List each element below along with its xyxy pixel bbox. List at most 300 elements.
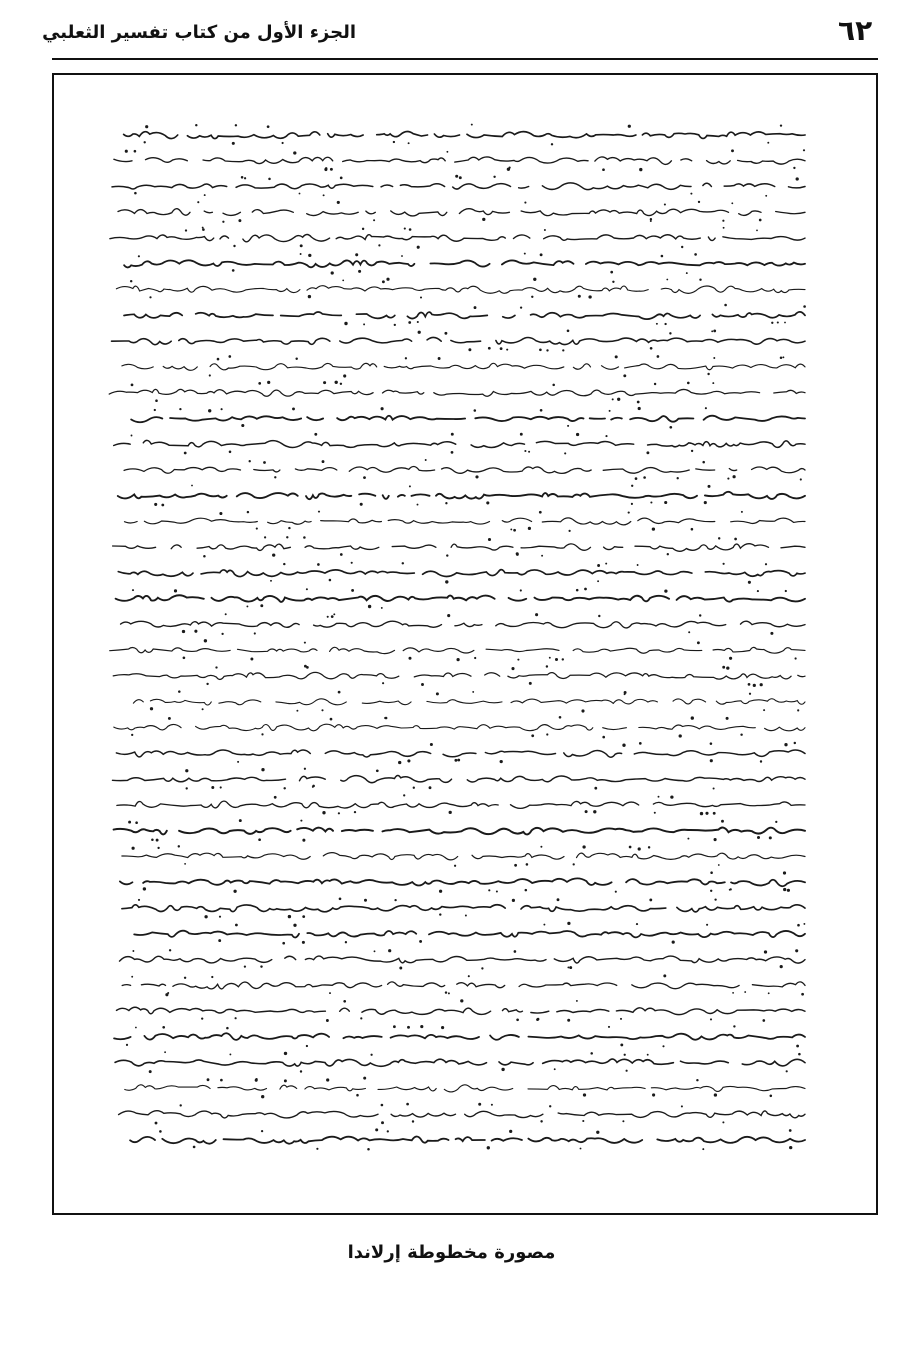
manuscript-diacritic-dot [326, 1019, 329, 1022]
manuscript-script-line [124, 132, 805, 139]
manuscript-diacritic-dot [356, 1094, 359, 1097]
manuscript-diacritic-dot [178, 690, 181, 693]
manuscript-diacritic-dot [652, 1093, 655, 1096]
manuscript-diacritic-dot [722, 666, 725, 669]
manuscript-script-line [122, 905, 805, 912]
manuscript-diacritic-dot [131, 435, 133, 437]
manuscript-diacritic-dot [323, 381, 326, 384]
manuscript-diacritic-dot [232, 269, 235, 272]
manuscript-diacritic-dot [446, 554, 448, 556]
manuscript-diacritic-dot [796, 1045, 799, 1048]
manuscript-script-line [112, 183, 805, 190]
manuscript-diacritic-dot [304, 768, 306, 770]
manuscript-diacritic-dot [164, 1051, 166, 1053]
manuscript-diacritic-dot [131, 384, 134, 387]
manuscript-diacritic-dot [324, 168, 327, 171]
manuscript-diacritic-dot [722, 220, 724, 222]
manuscript-script-line [105, 828, 805, 835]
manuscript-diacritic-dot [800, 478, 802, 480]
manuscript-diacritic-dot [679, 734, 682, 737]
manuscript-diacritic-dot [268, 178, 271, 181]
manuscript-diacritic-dot [698, 201, 700, 203]
manuscript-diacritic-dot [757, 590, 759, 592]
manuscript-diacritic-dot [306, 1045, 308, 1047]
manuscript-script-line [114, 440, 805, 447]
manuscript-diacritic-dot [795, 657, 797, 659]
manuscript-diacritic-dot [270, 580, 272, 582]
manuscript-diacritic-dot [293, 924, 296, 927]
manuscript-diacritic-dot [165, 993, 168, 996]
manuscript-diacritic-dot [615, 355, 618, 358]
manuscript-diacritic-dot [202, 708, 204, 710]
manuscript-diacritic-dot [156, 839, 159, 842]
manuscript-diacritic-dot [526, 863, 529, 866]
manuscript-diacritic-dot [488, 889, 490, 891]
manuscript-script-line [118, 209, 805, 216]
manuscript-diacritic-dot [681, 246, 683, 248]
manuscript-diacritic-dot [664, 203, 666, 205]
manuscript-diacritic-dot [628, 512, 630, 514]
manuscript-diacritic-dot [482, 218, 485, 221]
manuscript-diacritic-dot [549, 657, 551, 659]
manuscript-diacritic-dot [131, 734, 133, 736]
manuscript-diacritic-dot [339, 897, 342, 900]
manuscript-diacritic-dot [237, 761, 239, 763]
manuscript-diacritic-dot [186, 787, 188, 789]
manuscript-diacritic-dot [666, 279, 668, 281]
manuscript-script-line [124, 312, 805, 319]
manuscript-diacritic-dot [475, 475, 478, 478]
manuscript-diacritic-dot [184, 977, 186, 979]
manuscript-diacritic-dot [520, 306, 522, 308]
manuscript-diacritic-dot [345, 941, 347, 943]
manuscript-diacritic-dot [562, 349, 564, 351]
manuscript-diacritic-dot [197, 201, 199, 203]
manuscript-diacritic-dot [696, 1079, 698, 1081]
manuscript-diacritic-dot [764, 950, 767, 953]
manuscript-diacritic-dot [637, 401, 640, 404]
manuscript-diacritic-dot [255, 1078, 257, 1080]
manuscript-diacritic-dot [780, 124, 782, 126]
manuscript-diacritic-dot [598, 615, 600, 617]
manuscript-diacritic-dot [451, 433, 454, 436]
manuscript-diacritic-dot [784, 743, 787, 746]
manuscript-diacritic-dot [748, 683, 751, 686]
manuscript-diacritic-dot [126, 1044, 128, 1046]
manuscript-diacritic-dot [798, 1053, 801, 1056]
manuscript-diacritic-dot [713, 330, 716, 333]
manuscript-diacritic-dot [718, 864, 720, 866]
manuscript-diacritic-dot [274, 796, 277, 799]
manuscript-diacritic-dot [401, 255, 403, 257]
manuscript-diacritic-dot [394, 899, 396, 901]
manuscript-diacritic-dot [580, 1148, 582, 1150]
manuscript-diacritic-dot [180, 1104, 182, 1106]
manuscript-diacritic-dot [381, 607, 383, 609]
manuscript-diacritic-dot [149, 1070, 152, 1073]
manuscript-diacritic-dot [602, 736, 605, 739]
manuscript-diacritic-dot [381, 407, 384, 410]
manuscript-diacritic-dot [597, 564, 600, 567]
manuscript-diacritic-dot [381, 1121, 384, 1124]
manuscript-diacritic-dot [780, 965, 783, 968]
manuscript-diacritic-dot [374, 950, 376, 952]
manuscript-diacritic-dot [551, 143, 553, 145]
manuscript-diacritic-dot [514, 950, 517, 953]
manuscript-diacritic-dot [168, 717, 171, 720]
manuscript-diacritic-dot [713, 787, 715, 789]
manuscript-diacritic-dot [300, 820, 302, 822]
manuscript-diacritic-dot [381, 1104, 384, 1107]
manuscript-diacritic-dot [699, 614, 701, 616]
manuscript-diacritic-dot [284, 1052, 287, 1055]
manuscript-diacritic-dot [448, 992, 450, 994]
manuscript-diacritic-dot [445, 502, 447, 504]
manuscript-diacritic-dot [150, 707, 153, 710]
manuscript-diacritic-dot [206, 683, 208, 685]
manuscript-diacritic-dot [509, 1130, 512, 1133]
manuscript-diacritic-dot [220, 1079, 223, 1082]
manuscript-diacritic-dot [793, 167, 795, 169]
manuscript-diacritic-dot [584, 588, 587, 591]
manuscript-diacritic-dot [219, 512, 222, 515]
manuscript-diacritic-dot [760, 683, 763, 686]
manuscript-script-line [122, 982, 805, 989]
manuscript-diacritic-dot [540, 409, 543, 412]
manuscript-diacritic-dot [388, 949, 391, 952]
manuscript-diacritic-dot [697, 641, 700, 644]
manuscript-diacritic-dot [797, 924, 800, 927]
manuscript-diacritic-dot [338, 691, 341, 694]
manuscript-diacritic-dot [474, 657, 476, 659]
manuscript-diacritic-dot [204, 915, 207, 918]
manuscript-diacritic-dot [282, 942, 285, 945]
manuscript-diacritic-dot [541, 555, 543, 557]
manuscript-diacritic-dot [225, 613, 227, 615]
manuscript-diacritic-dot [637, 564, 639, 566]
manuscript-diacritic-dot [393, 141, 395, 143]
manuscript-diacritic-dot [331, 271, 334, 274]
manuscript-diacritic-dot [763, 709, 765, 711]
manuscript-diacritic-dot [208, 409, 211, 412]
manuscript-diacritic-dot [681, 1105, 683, 1107]
manuscript-diacritic-dot [445, 991, 447, 993]
manuscript-diacritic-dot [132, 950, 134, 952]
manuscript-diacritic-dot [221, 408, 223, 410]
manuscript-script-line [124, 466, 805, 473]
manuscript-diacritic-dot [134, 192, 137, 195]
manuscript-script-line [122, 363, 805, 370]
manuscript-diacritic-dot [501, 1068, 504, 1071]
manuscript-diacritic-dot [393, 1025, 396, 1028]
manuscript-diacritic-dot [654, 812, 656, 814]
manuscript-diacritic-dot [486, 501, 489, 504]
manuscript-diacritic-dot [405, 357, 407, 359]
manuscript-diacritic-dot [204, 639, 207, 642]
manuscript-diacritic-dot [537, 1018, 540, 1021]
manuscript-script-line [125, 1085, 805, 1092]
manuscript-diacritic-dot [513, 529, 516, 532]
manuscript-diacritic-dot [612, 281, 614, 283]
manuscript-diacritic-dot [753, 684, 756, 687]
manuscript-diacritic-dot [568, 530, 570, 532]
manuscript-diacritic-dot [351, 562, 353, 564]
header-divider [52, 58, 878, 60]
manuscript-diacritic-dot [182, 630, 185, 633]
manuscript-diacritic-dot [340, 383, 342, 385]
manuscript-diacritic-dot [687, 382, 690, 385]
manuscript-diacritic-dot [714, 1093, 717, 1096]
manuscript-diacritic-dot [364, 899, 367, 902]
manuscript-diacritic-dot [567, 1019, 570, 1022]
manuscript-diacritic-dot [552, 384, 555, 387]
manuscript-script-line [113, 672, 805, 679]
manuscript-script-line [115, 1059, 805, 1066]
manuscript-diacritic-dot [340, 553, 343, 556]
manuscript-diacritic-dot [402, 562, 404, 564]
manuscript-diacritic-dot [421, 683, 424, 686]
manuscript-diacritic-dot [481, 967, 483, 969]
manuscript-diacritic-dot [628, 125, 631, 128]
manuscript-diacritic-dot [229, 451, 232, 454]
manuscript-diacritic-dot [293, 151, 296, 154]
manuscript-diacritic-dot [525, 889, 528, 892]
manuscript-diacritic-dot [769, 836, 772, 839]
manuscript-diacritic-dot [554, 1068, 556, 1070]
manuscript-diacritic-dot [524, 450, 526, 452]
manuscript-diacritic-dot [803, 923, 805, 925]
manuscript-diacritic-dot [407, 759, 410, 762]
manuscript-diacritic-dot [128, 821, 131, 824]
manuscript-diacritic-dot [322, 811, 325, 814]
manuscript-diacritic-dot [308, 254, 311, 257]
manuscript-diacritic-dot [244, 965, 246, 967]
manuscript-diacritic-dot [770, 1095, 773, 1098]
manuscript-diacritic-dot [691, 450, 693, 452]
manuscript-diacritic-dot [229, 1053, 231, 1055]
manuscript-diacritic-dot [578, 295, 581, 298]
manuscript-diacritic-dot [597, 580, 599, 582]
manuscript-diacritic-dot [487, 1146, 490, 1149]
manuscript-diacritic-dot [727, 478, 729, 480]
manuscript-diacritic-dot [300, 244, 303, 247]
manuscript-diacritic-dot [323, 194, 325, 196]
manuscript-diacritic-dot [731, 202, 733, 204]
manuscript-diacritic-dot [741, 511, 743, 513]
manuscript-diacritic-dot [801, 993, 804, 996]
manuscript-diacritic-dot [677, 477, 679, 479]
manuscript-diacritic-dot [183, 656, 186, 659]
manuscript-diacritic-dot [567, 922, 570, 925]
manuscript-diacritic-dot [132, 847, 135, 850]
manuscript-diacritic-dot [582, 1120, 584, 1122]
manuscript-diacritic-dot [713, 357, 715, 359]
manuscript-diacritic-dot [708, 485, 711, 488]
manuscript-diacritic-dot [730, 888, 732, 890]
manuscript-diacritic-dot [624, 1054, 626, 1056]
manuscript-diacritic-dot [491, 1104, 493, 1106]
manuscript-diacritic-dot [144, 141, 146, 143]
manuscript-script-line [120, 878, 805, 886]
manuscript-script-line [124, 260, 805, 267]
manuscript-diacritic-dot [261, 1095, 264, 1098]
manuscript-diacritic-dot [412, 1120, 414, 1122]
manuscript-diacritic-dot [507, 168, 510, 171]
manuscript-diacritic-dot [329, 579, 332, 582]
manuscript-diacritic-dot [154, 503, 157, 506]
manuscript-diacritic-dot [403, 794, 405, 796]
manuscript-diacritic-dot [594, 787, 597, 790]
manuscript-diacritic-dot [429, 786, 432, 789]
manuscript-diacritic-dot [605, 435, 607, 437]
manuscript-diacritic-dot [238, 219, 241, 222]
manuscript-diacritic-dot [581, 709, 584, 712]
manuscript-diacritic-dot [555, 658, 558, 661]
manuscript-diacritic-dot [329, 992, 331, 994]
manuscript-diacritic-dot [777, 321, 779, 323]
manuscript-diacritic-dot [420, 1025, 423, 1028]
manuscript-diacritic-dot [408, 657, 411, 660]
manuscript-diacritic-dot [700, 812, 703, 815]
manuscript-diacritic-dot [256, 528, 258, 530]
manuscript-diacritic-dot [233, 890, 236, 893]
manuscript-diacritic-dot [191, 485, 193, 487]
manuscript-diacritic-dot [386, 278, 389, 281]
manuscript-diacritic-dot [699, 278, 701, 280]
manuscript-diacritic-dot [789, 1146, 792, 1149]
manuscript-diacritic-dot [664, 323, 666, 325]
manuscript-diacritic-dot [617, 398, 620, 401]
manuscript-diacritic-dot [125, 150, 128, 153]
manuscript-diacritic-dot [382, 682, 384, 684]
manuscript-diacritic-dot [694, 253, 697, 256]
manuscript-diacritic-dot [302, 941, 305, 944]
manuscript-diacritic-dot [516, 553, 519, 556]
manuscript-diacritic-dot [360, 503, 363, 506]
manuscript-diacritic-dot [539, 511, 542, 514]
manuscript-diacritic-dot [178, 845, 180, 847]
manuscript-diacritic-dot [201, 1017, 203, 1019]
manuscript-diacritic-dot [705, 407, 707, 409]
manuscript-diacritic-dot [460, 999, 463, 1002]
manuscript-script-line [112, 1111, 805, 1118]
manuscript-diacritic-dot [455, 175, 458, 178]
manuscript-diacritic-dot [228, 355, 231, 358]
manuscript-diacritic-dot [786, 1070, 788, 1072]
manuscript-diacritic-dot [712, 382, 714, 384]
manuscript-diacritic-dot [710, 871, 713, 874]
manuscript-diacritic-dot [528, 451, 530, 453]
manuscript-diacritic-dot [445, 580, 448, 583]
manuscript-diacritic-dot [493, 176, 495, 178]
manuscript-diacritic-dot [620, 1043, 623, 1046]
manuscript-diacritic-dot [134, 150, 137, 153]
manuscript-diacritic-dot [387, 1130, 389, 1132]
page-number: ٦٢ [838, 14, 873, 47]
manuscript-script-line [116, 595, 805, 602]
manuscript-diacritic-dot [638, 407, 641, 410]
manuscript-diacritic-dot [363, 476, 366, 479]
manuscript-diacritic-dot [219, 916, 221, 918]
manuscript-diacritic-dot [407, 1026, 410, 1029]
manuscript-diacritic-dot [138, 899, 140, 901]
manuscript-diacritic-dot [362, 228, 364, 230]
manuscript-diacritic-dot [132, 589, 134, 591]
manuscript-script-line [113, 775, 806, 782]
manuscript-diacritic-dot [204, 194, 206, 196]
manuscript-diacritic-dot [283, 787, 285, 789]
manuscript-diacritic-dot [803, 149, 805, 151]
manuscript-diacritic-dot [650, 501, 652, 503]
manuscript-diacritic-dot [661, 255, 664, 258]
manuscript-diacritic-dot [157, 847, 159, 849]
manuscript-diacritic-dot [514, 864, 517, 867]
manuscript-diacritic-dot [333, 613, 335, 615]
manuscript-diacritic-dot [330, 168, 333, 171]
manuscript-diacritic-dot [472, 691, 474, 693]
manuscript-diacritic-dot [417, 504, 419, 506]
manuscript-diacritic-dot [151, 838, 154, 841]
manuscript-diacritic-dot [260, 604, 263, 607]
manuscript-script-line [112, 337, 806, 344]
manuscript-diacritic-dot [446, 151, 448, 153]
manuscript-diacritic-dot [733, 1025, 735, 1027]
manuscript-diacritic-dot [331, 615, 334, 618]
manuscript-diacritic-dot [626, 1070, 628, 1072]
manuscript-diacritic-dot [409, 485, 411, 487]
manuscript-diacritic-dot [409, 228, 412, 231]
manuscript-script-line [110, 647, 805, 653]
manuscript-diacritic-dot [567, 329, 570, 332]
manuscript-diacritic-dot [226, 1027, 229, 1030]
manuscript-diacritic-dot [646, 451, 649, 454]
manuscript-script-line [123, 1137, 805, 1144]
manuscript-diacritic-dot [368, 605, 371, 608]
manuscript-diacritic-dot [760, 760, 762, 762]
manuscript-diacritic-dot [723, 563, 725, 565]
manuscript-diacritic-dot [771, 322, 773, 324]
manuscript-diacritic-dot [706, 924, 708, 926]
manuscript-diacritic-dot [439, 913, 441, 915]
manuscript-diacritic-dot [267, 381, 270, 384]
manuscript-script-line [110, 234, 805, 241]
manuscript-diacritic-dot [406, 1103, 409, 1106]
manuscript-diacritic-dot [669, 426, 672, 429]
manuscript-diacritic-dot [669, 332, 671, 334]
manuscript-diacritic-dot [543, 924, 545, 926]
manuscript-diacritic-dot [272, 553, 275, 556]
manuscript-diacritic-dot [710, 890, 712, 892]
manuscript-diacritic-dot [246, 605, 248, 607]
manuscript-diacritic-dot [662, 1045, 664, 1047]
manuscript-diacritic-dot [425, 459, 427, 461]
manuscript-script-line [124, 699, 805, 705]
manuscript-diacritic-dot [468, 348, 471, 351]
manuscript-diacritic-dot [304, 665, 307, 668]
manuscript-diacritic-dot [593, 810, 596, 813]
manuscript-diacritic-dot [765, 195, 767, 197]
manuscript-diacritic-dot [705, 812, 708, 815]
manuscript-diacritic-dot [302, 839, 305, 842]
manuscript-diacritic-dot [221, 633, 223, 635]
manuscript-diacritic-dot [672, 941, 675, 944]
manuscript-diacritic-dot [549, 1105, 551, 1107]
manuscript-diacritic-dot [342, 280, 344, 282]
manuscript-diacritic-dot [344, 322, 347, 325]
manuscript-diacritic-dot [465, 915, 467, 917]
manuscript-diacritic-dot [664, 589, 667, 592]
manuscript-diacritic-dot [235, 1017, 237, 1019]
